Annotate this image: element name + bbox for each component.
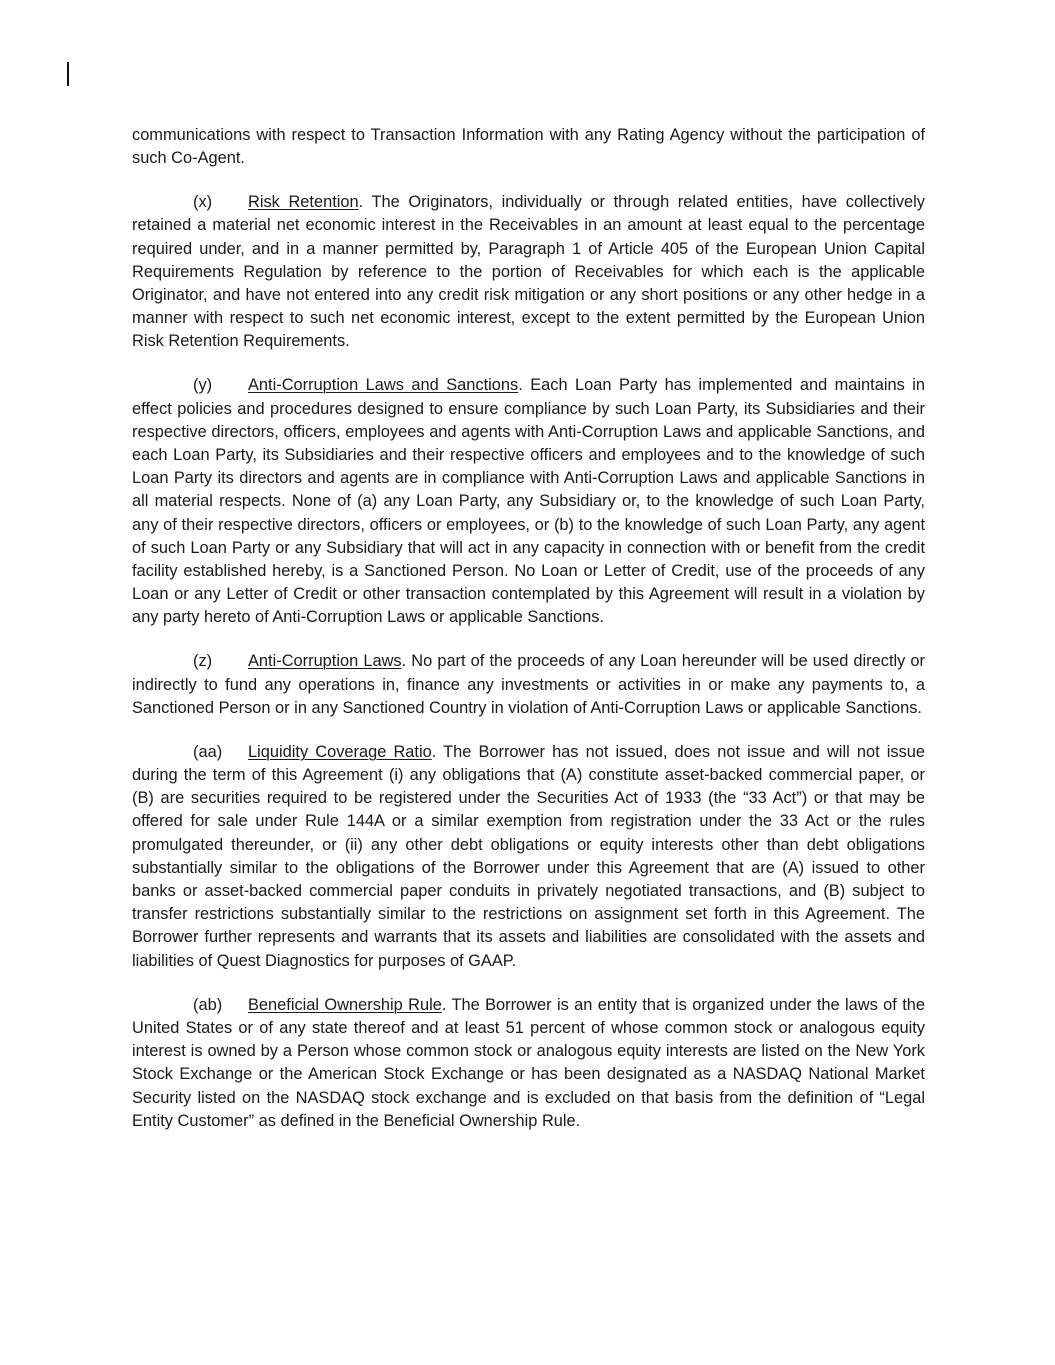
section-heading: Anti-Corruption Laws: [248, 652, 402, 671]
section-number: (aa): [193, 742, 223, 761]
section-body: . The Originators, individually or through related entities, have collectively retained a material net economic interest in the Receivables in an amount at least equal to the percentage required under, and in a manner permitted by, Paragraph 1 of Article 405 of the European Union Capital Requirements Regulation by reference to the portion of Receivables for which each is the applicable Originator, and have not entered into any credit risk mitigation or any short positions or any other hedge in a manner with respect to such net economic interest, except to the extent permitted by the European Union Risk Retention Requirements.: [132, 193, 925, 351]
section-anti-corruption-laws-and-sanctions: [132, 374, 925, 629]
section-heading: Liquidity Coverage Ratio: [248, 742, 432, 761]
section-number: (x): [193, 193, 213, 212]
section-heading: Anti-Corruption Laws and Sanctions: [248, 376, 519, 395]
section-number: (y): [193, 376, 213, 395]
section-beneficial-ownership-rule: [132, 994, 925, 1133]
section-number: (z): [193, 652, 213, 671]
section-body: . The Borrower has not issued, does not issue and will not issue during the term of this Agreement (i) any obligations that (A) constitute asset-backed commercial paper, or (B) are securities required to be registered under the Securities Act of 1933 (the “33 Act”) or that may be offered for sale under Rule 144A or a similar exemption from registration under the 33 Act or the rules promulgated thereunder, or (ii) any other debt obligations or equity interests other than debt obligations substantially similar to the obligations of the Borrower under this Agreement that are (A) issued to other banks or asset-backed commercial paper conduits in privately negotiated transactions, and (B) subject to transfer restrictions substantially similar to the restrictions on assignment set forth in this Agreement. The Borrower further represents and warrants that its assets and liabilities are consolidated with the assets and liabilities of Quest Diagnostics for purposes of GAAP.: [132, 742, 926, 970]
section-body: . The Borrower is an entity that is organized under the laws of the United States or of any state thereof and at least 51 percent of whose common stock or analogous equity interest is owned by a Person whose common stock or analogous equity interests are listed on the New York Stock Exchange or the American Stock Exchange or has been designated as a NASDAQ National Market Security listed on the NASDAQ stock exchange and is excluded on that basis from the definition of “Legal Entity Customer” as defined in the Beneficial Ownership Rule.: [132, 995, 925, 1130]
section-risk-retention: [132, 191, 925, 353]
text-cursor: [67, 62, 69, 86]
document-body: [132, 124, 925, 1154]
section-anti-corruption-laws: [132, 650, 925, 720]
section-body: . Each Loan Party has implemented and maintains in effect policies and procedures designed to ensure compliance by such Loan Party, its Subsidiaries and their respective directors, officers, employees and agents with Anti-Corruption Laws and applicable Sanctions, and each Loan Party, its Subsidiaries and their respective officers and employees and to the knowledge of such Loan Party its directors and agents are in compliance with Anti-Corruption Laws and applicable Sanctions in all material respects. None of (a) any Loan Party, any Subsidiary or, to the knowledge of such Loan Party, any of their respective directors, officers or employees, or (b) to the knowledge of such Loan Party, any agent of such Loan Party or any Subsidiary that will act in any capacity in connection with or benefit from the credit facility established hereby, is a Sanctioned Person. No Loan or Letter of Credit, use of the proceeds of any Loan or any Letter of Credit or other transaction contemplated by this Agreement will result in a violation by any party hereto of Anti-Corruption Laws or applicable Sanctions.: [132, 376, 925, 627]
section-body: . No part of the proceeds of any Loan hereunder will be used directly or indirectly to fund any operations in, finance any investments or activities in or make any payments to, a Sanctioned Person or in any Sanctioned Country in violation of Anti-Corruption Laws or applicable Sanctions.: [132, 652, 926, 717]
section-heading: Risk Retention: [248, 193, 359, 212]
opening-paragraph: communications with respect to Transaction Information with any Rating Agency without the participation of such Co-Agent.: [132, 126, 925, 168]
section-number: (ab): [193, 995, 223, 1014]
section-liquidity-coverage-ratio: [132, 741, 925, 973]
section-heading: Beneficial Ownership Rule: [248, 995, 442, 1014]
